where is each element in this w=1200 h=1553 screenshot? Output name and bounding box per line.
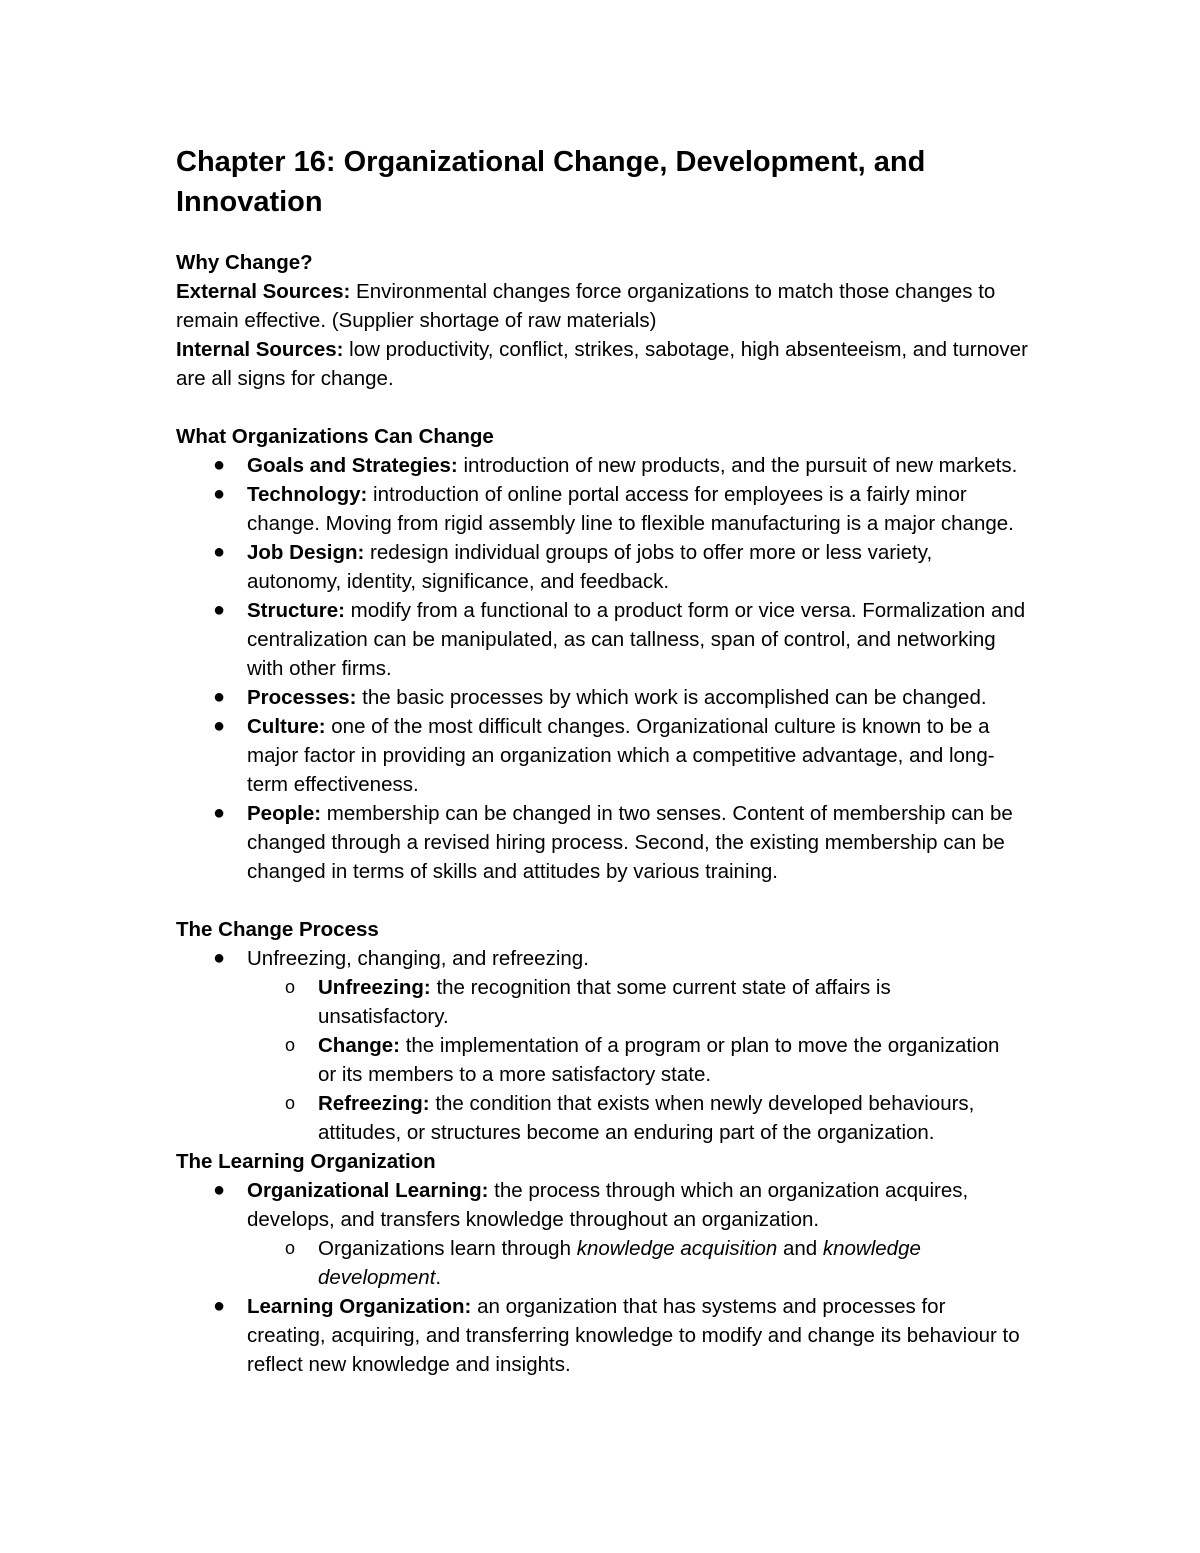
- sub-item-label: Change:: [318, 1034, 400, 1057]
- sub-item-text: and: [777, 1237, 823, 1260]
- item-text: modify from a functional to a product form or vice versa. Formalization and centralization can be manipulated, as can tallness, span of control, and networking with other firms.: [247, 599, 1026, 680]
- why-change-heading: Why Change?: [176, 251, 313, 274]
- sub-list-item: [247, 1031, 1018, 1089]
- hollow-bullet-icon: o: [284, 1035, 295, 1055]
- sub-item-label: Unfreezing:: [318, 976, 431, 999]
- item-text: an organization that has systems and processes for creating, acquiring, and transferring knowledge to modify and change its behaviour to reflect new knowledge and insights.: [247, 1295, 1020, 1376]
- list-item: [176, 480, 1027, 538]
- list-item: [176, 683, 1027, 712]
- learning-org-sublist: [247, 1234, 1027, 1292]
- bullet-icon: ●: [212, 1295, 226, 1317]
- change-process-list: [176, 944, 1050, 1147]
- sub-item-emphasis: knowledge acquisition: [576, 1237, 778, 1260]
- item-text: Unfreezing, changing, and refreezing.: [247, 947, 589, 970]
- hollow-bullet-icon: o: [284, 1093, 295, 1113]
- internal-sources-text: low productivity, conflict, strikes, sabotage, high absenteeism, and turnover are all signs for change.: [176, 338, 1028, 390]
- item-label: Learning Organization:: [247, 1295, 472, 1318]
- item-text: introduction of online portal access for employees is a fairly minor change. Moving from rigid assembly line to flexible manufacturing is a major change.: [247, 483, 1014, 535]
- item-label: Job Design:: [247, 541, 365, 564]
- list-item: [176, 596, 1027, 683]
- sub-item-text: the recognition that some current state of affairs is unsatisfactory.: [318, 976, 891, 1028]
- external-sources-label: External Sources:: [176, 280, 351, 303]
- external-sources-text: Environmental changes force organizations to match those changes to remain effective. (Supplier shortage of raw materials): [176, 280, 996, 332]
- item-text: redesign individual groups of jobs to offer more or less variety, autonomy, identity, significance, and feedback.: [247, 541, 933, 593]
- external-sources-paragraph: [176, 277, 1050, 335]
- item-label: Structure:: [247, 599, 345, 622]
- sub-item-text: .: [435, 1266, 442, 1289]
- sub-list-item: [247, 973, 1018, 1031]
- item-text: introduction of new products, and the pursuit of new markets.: [457, 454, 1018, 477]
- bullet-icon: ●: [212, 947, 226, 969]
- bullet-icon: ●: [212, 686, 226, 708]
- item-text: the process through which an organization acquires, develops, and transfers knowledge throughout an organization.: [247, 1179, 969, 1231]
- list-item: [176, 1176, 1027, 1292]
- item-label: Organizational Learning:: [247, 1179, 489, 1202]
- sub-item-text: the condition that exists when newly developed behaviours, attitudes, or structures become an enduring part of the organization.: [318, 1092, 975, 1144]
- internal-sources-label: Internal Sources:: [176, 338, 344, 361]
- what-change-list: [176, 451, 1050, 886]
- list-item: [176, 1292, 1027, 1379]
- sub-item-text: the implementation of a program or plan to move the organization or its members to a more satisfactory state.: [318, 1034, 1000, 1086]
- learning-org-list: [176, 1176, 1050, 1379]
- item-label: Goals and Strategies:: [247, 454, 458, 477]
- item-text: the basic processes by which work is accomplished can be changed.: [356, 686, 987, 709]
- sub-list-item: [247, 1089, 1018, 1147]
- bullet-icon: ●: [212, 541, 226, 563]
- learning-org-heading: The Learning Organization: [176, 1150, 436, 1173]
- bullet-icon: ●: [212, 715, 226, 737]
- list-item: [176, 799, 1027, 886]
- change-process-heading: The Change Process: [176, 918, 379, 941]
- item-label: Technology:: [247, 483, 368, 506]
- sub-list-item: [247, 1234, 1018, 1292]
- item-label: Processes:: [247, 686, 357, 709]
- sub-item-emphasis: knowledge development: [318, 1237, 921, 1289]
- list-item: [176, 944, 1027, 1147]
- list-item: [176, 712, 1027, 799]
- item-text: membership can be changed in two senses. Content of membership can be changed through a revised hiring process. Second, the existing membership can be changed in terms of skills and attitudes by various training.: [247, 802, 1013, 883]
- what-change-heading: What Organizations Can Change: [176, 425, 494, 448]
- bullet-icon: ●: [212, 483, 226, 505]
- list-item: [176, 451, 1027, 480]
- sub-item-label: Refreezing:: [318, 1092, 430, 1115]
- item-label: People:: [247, 802, 322, 825]
- hollow-bullet-icon: o: [284, 977, 295, 997]
- item-text: one of the most difficult changes. Organizational culture is known to be a major factor in providing an organization which a competitive advantage, and long-term effectiveness.: [247, 715, 995, 796]
- bullet-icon: ●: [212, 1179, 226, 1201]
- bullet-icon: ●: [212, 802, 226, 824]
- list-item: [176, 538, 1027, 596]
- bullet-icon: ●: [212, 599, 226, 621]
- bullet-icon: ●: [212, 454, 226, 476]
- change-process-sublist: [247, 973, 1027, 1147]
- hollow-bullet-icon: o: [284, 1238, 295, 1258]
- page-title: Chapter 16: Organizational Change, Development, and Innovation: [176, 146, 926, 218]
- sub-item-text: Organizations learn through: [318, 1237, 577, 1260]
- item-label: Culture:: [247, 715, 326, 738]
- internal-sources-paragraph: [176, 335, 1050, 393]
